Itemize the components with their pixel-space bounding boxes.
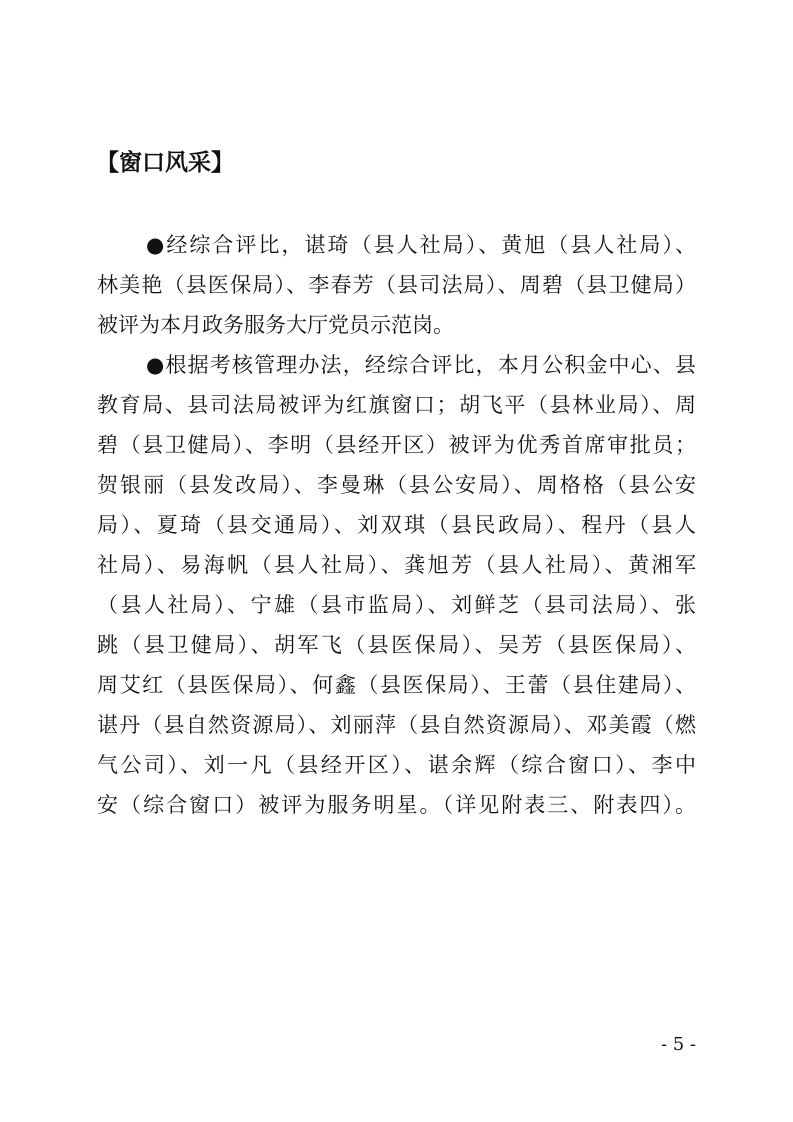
paragraph-line: 教育局、县司法局被评为红旗窗口；胡飞平（县林业局）、周 — [97, 393, 696, 417]
paragraph-line: 安（综合窗口）被评为服务明星。（详见附表三、附表四）。 — [97, 793, 696, 817]
paragraph-line: 气公司）、刘一凡（县经开区）、谌余辉（综合窗口）、李中 — [97, 753, 696, 777]
paragraph-line: 贺银丽（县发改局）、李曼琳（县公安局）、周格格（县公安 — [97, 473, 696, 497]
section-heading: 【窗口风采】 — [96, 150, 234, 176]
document-body — [97, 225, 696, 825]
paragraph-line: 跳（县卫健局）、胡军飞（县医保局）、吴芳（县医保局）、 — [97, 633, 696, 657]
paragraph-line: 被评为本月政务服务大厅党员示范岗。 — [97, 313, 454, 337]
paragraph-line: ●根据考核管理办法，经综合评比，本月公积金中心、县 — [146, 353, 696, 377]
paragraph-1 — [97, 225, 696, 345]
paragraph-line: 局）、夏琦（县交通局）、刘双琪（县民政局）、程丹（县人 — [97, 513, 696, 537]
paragraph-line: 谌丹（县自然资源局）、刘丽萍（县自然资源局）、邓美霞（燃 — [97, 713, 696, 737]
paragraph-line: 周艾红（县医保局）、何鑫（县医保局）、王蕾（县住建局）、 — [97, 673, 696, 697]
paragraph-line: ●经综合评比，谌琦（县人社局）、黄旭（县人社局）、 — [146, 233, 696, 257]
paragraph-line: 社局）、易海帆（县人社局）、龚旭芳（县人社局）、黄湘军 — [97, 553, 696, 577]
paragraph-line: 碧（县卫健局）、李明（县经开区）被评为优秀首席审批员； — [97, 433, 696, 457]
page-number: - 5 - — [660, 1034, 696, 1055]
paragraph-2 — [97, 345, 696, 825]
paragraph-line: （县人社局）、宁雄（县市监局）、刘鲜芝（县司法局）、张 — [97, 593, 696, 617]
paragraph-line: 林美艳（县医保局）、李春芳（县司法局）、周碧（县卫健局） — [97, 273, 696, 297]
